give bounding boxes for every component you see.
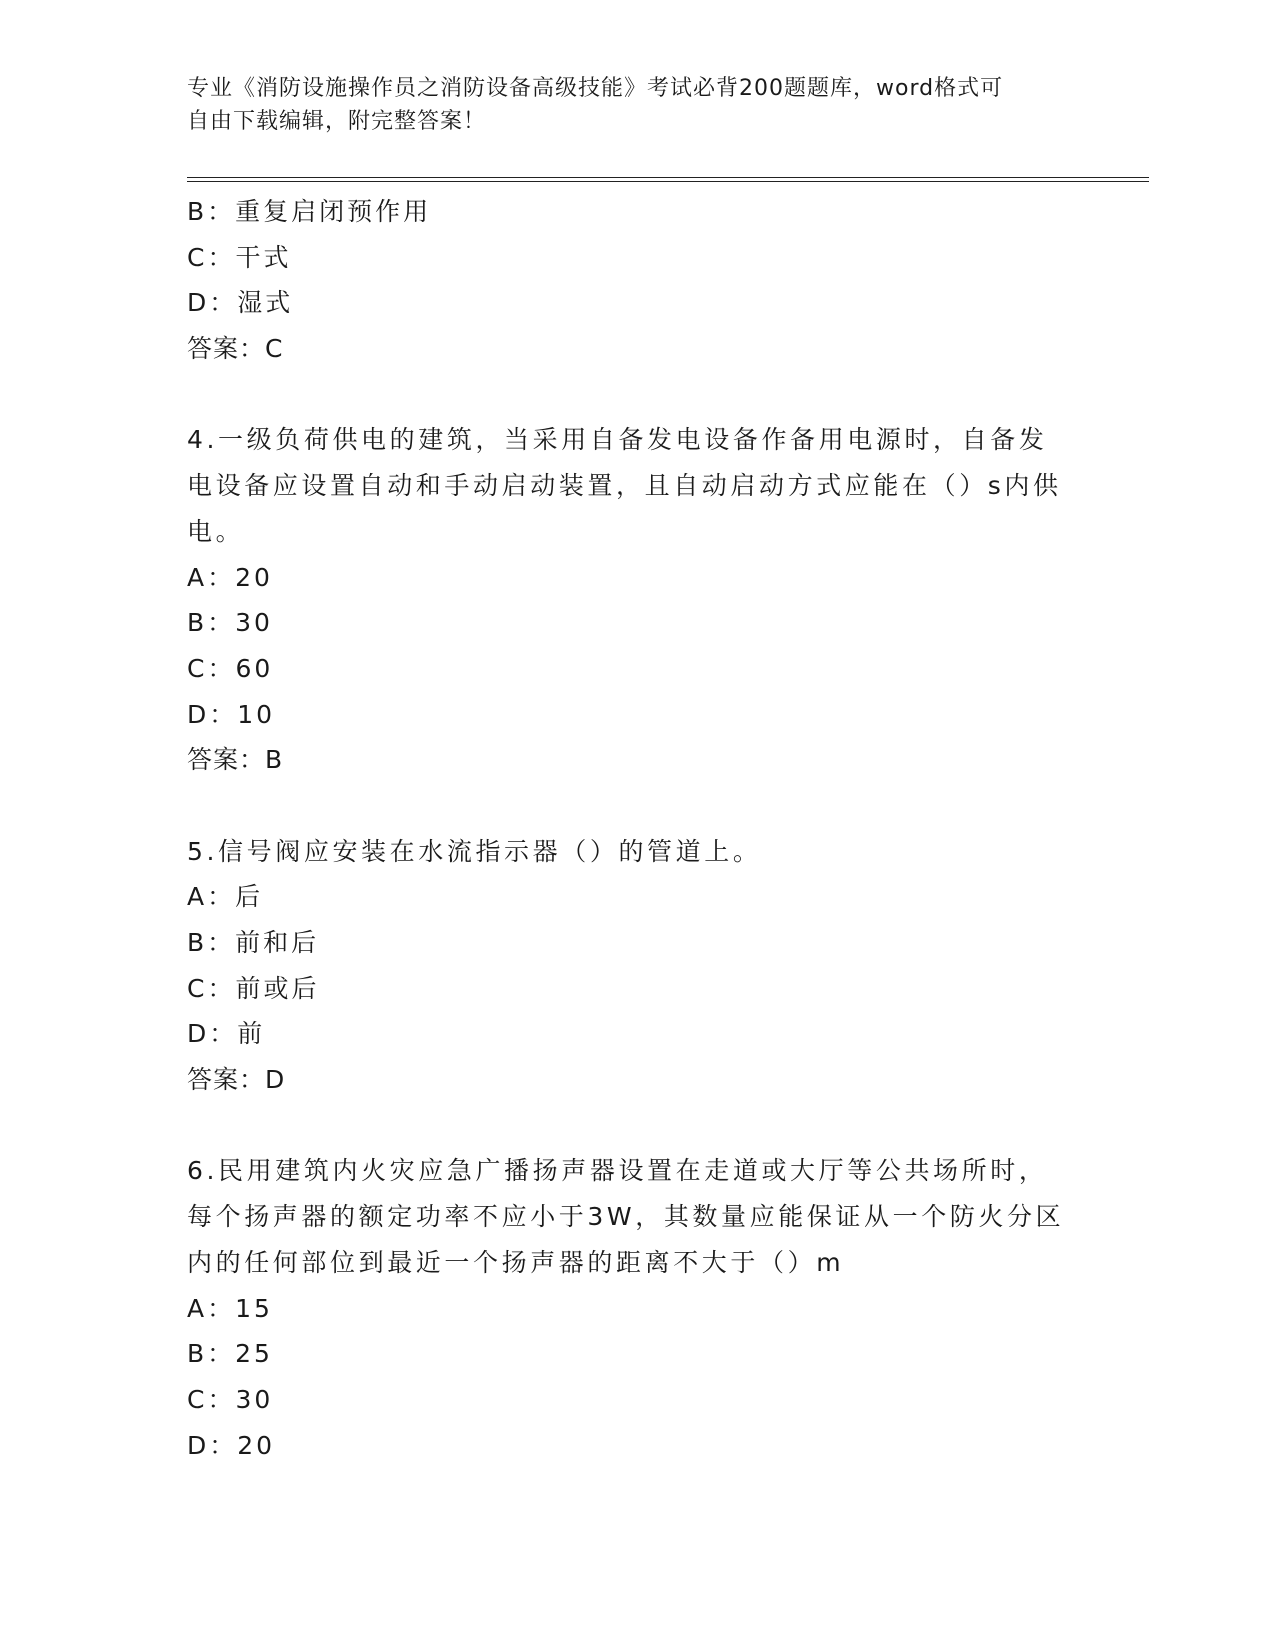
question-stem-line: 5.信号阀应安装在水流指示器（）的管道上。 — [187, 836, 762, 866]
question-6 — [187, 1148, 1087, 1468]
question-stem-line: 6.民用建筑内火灾应急广播扬声器设置在走道或大厅等公共场所时， — [187, 1156, 1048, 1186]
spacer — [187, 372, 1087, 418]
spacer — [187, 783, 1087, 829]
question-stem-line: 内的任何部位到最近一个扬声器的距离不大于（）m — [187, 1247, 845, 1277]
option-c: C：30 — [187, 1384, 274, 1414]
header-divider-top — [187, 177, 1149, 178]
option-b: B：重复启闭预作用 — [187, 197, 432, 226]
option-a: A：后 — [187, 882, 264, 912]
option-d: D：湿式 — [187, 288, 294, 318]
question-stem-line: 电设备应设置自动和手动启动装置，且自动启动方式应能在（）s内供 — [187, 471, 1062, 501]
option-b: B：30 — [187, 608, 273, 638]
option-d: D：前 — [187, 1019, 266, 1049]
question-stem-line: 每个扬声器的额定功率不应小于3W，其数量应能保证从一个防火分区 — [187, 1202, 1065, 1232]
option-d: D：20 — [187, 1430, 276, 1460]
question-4 — [187, 417, 1087, 783]
option-c: C：前或后 — [187, 973, 320, 1003]
answer-line: 答案：C — [187, 334, 284, 364]
option-c: C：60 — [187, 653, 274, 683]
question-stem-line: 4.一级负荷供电的建筑，当采用自备发电设备作备用电源时，自备发 — [187, 425, 1048, 455]
answer-line: 答案：B — [187, 745, 284, 775]
header-line-1: 专业《消防设施操作员之消防设备高级技能》考试必背200题题库，word格式可 — [187, 76, 1004, 101]
question-stem-line: 电。 — [187, 516, 245, 546]
document-header — [187, 72, 1067, 138]
question-list — [187, 189, 1087, 1468]
answer-line: 答案：D — [187, 1065, 286, 1095]
option-a: A：15 — [187, 1293, 273, 1323]
option-b: B：25 — [187, 1339, 273, 1369]
option-b: B：前和后 — [187, 928, 320, 957]
header-line-2: 自由下载编辑，附完整答案！ — [187, 109, 487, 134]
question-3-tail — [187, 189, 1087, 372]
option-a: A：20 — [187, 562, 273, 592]
option-d: D：10 — [187, 699, 276, 729]
header-divider-bottom — [187, 181, 1149, 182]
question-5 — [187, 829, 1087, 1103]
spacer — [187, 1103, 1087, 1149]
option-c: C：干式 — [187, 242, 292, 272]
